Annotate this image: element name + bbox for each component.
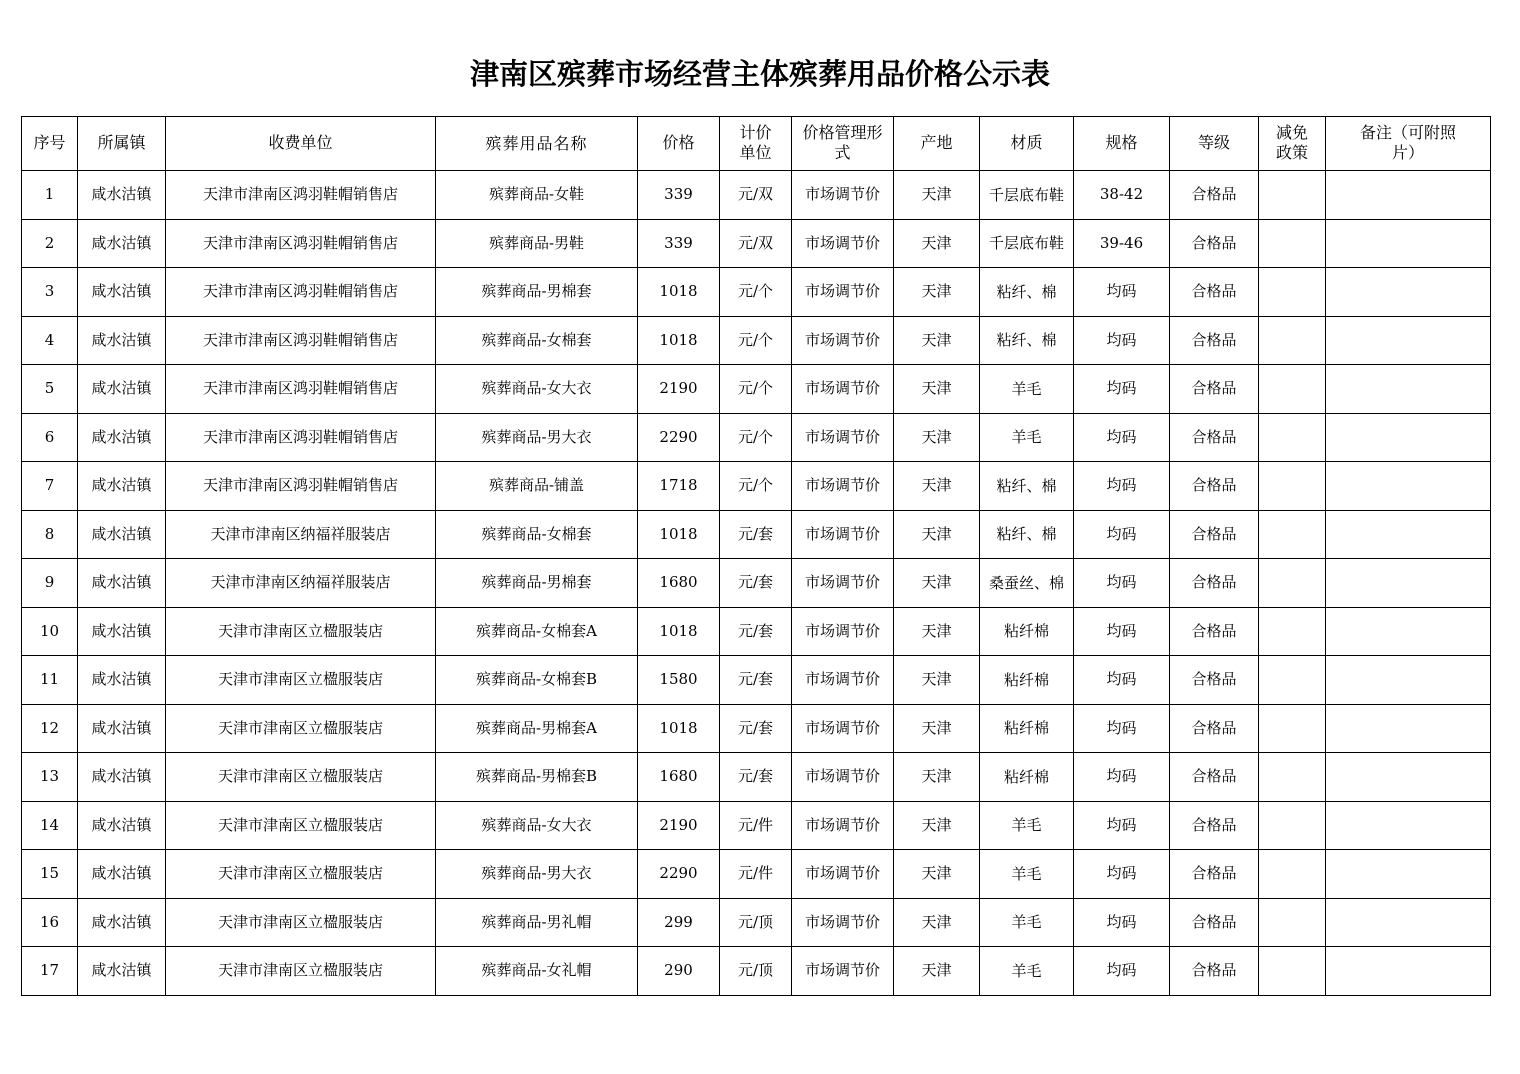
cell-origin: 天津 bbox=[894, 365, 980, 414]
cell-remarks bbox=[1326, 559, 1491, 608]
cell-spec: 均码 bbox=[1074, 559, 1170, 608]
cell-origin: 天津 bbox=[894, 510, 980, 559]
cell-material bbox=[980, 801, 1074, 850]
cell-unit-name: 天津市津南区纳福祥服装店 bbox=[166, 559, 436, 608]
cell-product: 殡葬商品-女礼帽 bbox=[436, 947, 638, 996]
table-row bbox=[22, 171, 1491, 220]
cell-remarks bbox=[1326, 171, 1491, 220]
cell-material-text: 粘纤棉 bbox=[1003, 622, 1049, 641]
cell-price-mgmt: 市场调节价 bbox=[792, 656, 894, 705]
table-row bbox=[22, 316, 1491, 365]
cell-price-mgmt: 市场调节价 bbox=[792, 462, 894, 511]
cell-pricing-unit: 元/个 bbox=[720, 268, 792, 317]
header-origin: 产地 bbox=[894, 117, 980, 171]
cell-remarks bbox=[1326, 219, 1491, 268]
cell-spec: 均码 bbox=[1074, 656, 1170, 705]
cell-price-mgmt: 市场调节价 bbox=[792, 316, 894, 365]
table-row bbox=[22, 656, 1491, 705]
cell-product: 殡葬商品-男礼帽 bbox=[436, 898, 638, 947]
cell-spec: 均码 bbox=[1074, 898, 1170, 947]
cell-grade: 合格品 bbox=[1170, 753, 1259, 802]
price-table bbox=[21, 116, 1491, 996]
cell-material bbox=[980, 462, 1074, 511]
cell-seq: 12 bbox=[22, 704, 78, 753]
header-price: 价格 bbox=[638, 117, 720, 171]
cell-price: 339 bbox=[638, 219, 720, 268]
cell-unit-name: 天津市津南区立楹服装店 bbox=[166, 947, 436, 996]
cell-seq: 17 bbox=[22, 947, 78, 996]
cell-town: 咸水沽镇 bbox=[78, 219, 166, 268]
cell-origin: 天津 bbox=[894, 171, 980, 220]
cell-policy bbox=[1259, 753, 1326, 802]
cell-origin: 天津 bbox=[894, 413, 980, 462]
cell-material bbox=[980, 850, 1074, 899]
cell-grade: 合格品 bbox=[1170, 898, 1259, 947]
cell-policy bbox=[1259, 898, 1326, 947]
cell-policy bbox=[1259, 365, 1326, 414]
cell-remarks bbox=[1326, 268, 1491, 317]
cell-remarks bbox=[1326, 365, 1491, 414]
cell-pricing-unit: 元/顶 bbox=[720, 898, 792, 947]
cell-product: 殡葬商品-女棉套A bbox=[436, 607, 638, 656]
table-header-row bbox=[22, 117, 1491, 171]
cell-product: 殡葬商品-女棉套 bbox=[436, 510, 638, 559]
cell-origin: 天津 bbox=[894, 462, 980, 511]
cell-remarks bbox=[1326, 801, 1491, 850]
table-row bbox=[22, 365, 1491, 414]
cell-seq: 4 bbox=[22, 316, 78, 365]
cell-price: 2290 bbox=[638, 413, 720, 462]
cell-unit-name: 天津市津南区鸿羽鞋帽销售店 bbox=[166, 268, 436, 317]
cell-town: 咸水沽镇 bbox=[78, 850, 166, 899]
cell-material bbox=[980, 947, 1074, 996]
table-row bbox=[22, 559, 1491, 608]
table-row bbox=[22, 898, 1491, 947]
cell-policy bbox=[1259, 510, 1326, 559]
cell-unit-name: 天津市津南区立楹服装店 bbox=[166, 801, 436, 850]
header-policy-label: 减免政策 bbox=[1275, 124, 1308, 162]
cell-policy bbox=[1259, 801, 1326, 850]
cell-material-text: 羊毛 bbox=[1011, 913, 1042, 932]
cell-product: 殡葬商品-男鞋 bbox=[436, 219, 638, 268]
header-pricing-unit-label: 计价单位 bbox=[739, 124, 772, 162]
cell-price: 2190 bbox=[638, 365, 720, 414]
header-price-mgmt bbox=[792, 117, 894, 171]
cell-grade: 合格品 bbox=[1170, 607, 1259, 656]
cell-spec: 均码 bbox=[1074, 850, 1170, 899]
cell-price: 2190 bbox=[638, 801, 720, 850]
cell-material-text: 粘纤、棉 bbox=[996, 476, 1057, 495]
cell-origin: 天津 bbox=[894, 947, 980, 996]
cell-spec: 均码 bbox=[1074, 947, 1170, 996]
cell-material-text: 羊毛 bbox=[1011, 864, 1042, 883]
cell-price: 1018 bbox=[638, 607, 720, 656]
cell-policy bbox=[1259, 704, 1326, 753]
cell-origin: 天津 bbox=[894, 559, 980, 608]
cell-price-mgmt: 市场调节价 bbox=[792, 607, 894, 656]
cell-price: 1680 bbox=[638, 753, 720, 802]
cell-grade: 合格品 bbox=[1170, 268, 1259, 317]
cell-price: 299 bbox=[638, 898, 720, 947]
cell-policy bbox=[1259, 656, 1326, 705]
cell-unit-name: 天津市津南区立楹服装店 bbox=[166, 753, 436, 802]
cell-origin: 天津 bbox=[894, 607, 980, 656]
cell-unit-name: 天津市津南区鸿羽鞋帽销售店 bbox=[166, 171, 436, 220]
cell-town: 咸水沽镇 bbox=[78, 656, 166, 705]
cell-price: 2290 bbox=[638, 850, 720, 899]
cell-product: 殡葬商品-女鞋 bbox=[436, 171, 638, 220]
cell-pricing-unit: 元/个 bbox=[720, 316, 792, 365]
cell-product: 殡葬商品-男棉套 bbox=[436, 559, 638, 608]
cell-seq: 14 bbox=[22, 801, 78, 850]
cell-remarks bbox=[1326, 316, 1491, 365]
cell-material-text: 粘纤、棉 bbox=[996, 525, 1057, 544]
cell-price-mgmt: 市场调节价 bbox=[792, 704, 894, 753]
cell-grade: 合格品 bbox=[1170, 219, 1259, 268]
cell-town: 咸水沽镇 bbox=[78, 413, 166, 462]
cell-grade: 合格品 bbox=[1170, 171, 1259, 220]
cell-pricing-unit: 元/件 bbox=[720, 801, 792, 850]
cell-grade: 合格品 bbox=[1170, 316, 1259, 365]
cell-origin: 天津 bbox=[894, 753, 980, 802]
cell-price-mgmt: 市场调节价 bbox=[792, 171, 894, 220]
cell-seq: 7 bbox=[22, 462, 78, 511]
header-seq: 序号 bbox=[22, 117, 78, 171]
cell-material-text: 粘纤棉 bbox=[1003, 670, 1049, 689]
cell-price-mgmt: 市场调节价 bbox=[792, 268, 894, 317]
header-grade: 等级 bbox=[1170, 117, 1259, 171]
cell-price: 339 bbox=[638, 171, 720, 220]
cell-price: 1018 bbox=[638, 510, 720, 559]
cell-grade: 合格品 bbox=[1170, 559, 1259, 608]
cell-material bbox=[980, 316, 1074, 365]
cell-price: 1018 bbox=[638, 704, 720, 753]
cell-pricing-unit: 元/顶 bbox=[720, 947, 792, 996]
header-product: 殡葬用品名称 bbox=[436, 117, 638, 171]
cell-material bbox=[980, 607, 1074, 656]
cell-grade: 合格品 bbox=[1170, 413, 1259, 462]
cell-unit-name: 天津市津南区鸿羽鞋帽销售店 bbox=[166, 316, 436, 365]
cell-seq: 5 bbox=[22, 365, 78, 414]
cell-product: 殡葬商品-男棉套B bbox=[436, 753, 638, 802]
header-remarks-label: 备注（可附照片） bbox=[1359, 124, 1456, 162]
cell-material-text: 羊毛 bbox=[1011, 428, 1042, 447]
cell-remarks bbox=[1326, 462, 1491, 511]
cell-price-mgmt: 市场调节价 bbox=[792, 413, 894, 462]
cell-seq: 10 bbox=[22, 607, 78, 656]
table-row bbox=[22, 801, 1491, 850]
cell-product: 殡葬商品-女大衣 bbox=[436, 365, 638, 414]
cell-grade: 合格品 bbox=[1170, 656, 1259, 705]
cell-remarks bbox=[1326, 413, 1491, 462]
cell-unit-name: 天津市津南区鸿羽鞋帽销售店 bbox=[166, 462, 436, 511]
cell-material bbox=[980, 171, 1074, 220]
cell-price: 1580 bbox=[638, 656, 720, 705]
cell-price-mgmt: 市场调节价 bbox=[792, 559, 894, 608]
cell-policy bbox=[1259, 947, 1326, 996]
cell-town: 咸水沽镇 bbox=[78, 801, 166, 850]
cell-town: 咸水沽镇 bbox=[78, 462, 166, 511]
cell-unit-name: 天津市津南区鸿羽鞋帽销售店 bbox=[166, 219, 436, 268]
cell-remarks bbox=[1326, 753, 1491, 802]
cell-unit-name: 天津市津南区鸿羽鞋帽销售店 bbox=[166, 365, 436, 414]
header-pricing-unit bbox=[720, 117, 792, 171]
cell-unit-name: 天津市津南区立楹服装店 bbox=[166, 607, 436, 656]
cell-spec: 均码 bbox=[1074, 268, 1170, 317]
header-town: 所属镇 bbox=[78, 117, 166, 171]
cell-town: 咸水沽镇 bbox=[78, 607, 166, 656]
cell-spec: 38-42 bbox=[1074, 171, 1170, 220]
cell-seq: 8 bbox=[22, 510, 78, 559]
cell-grade: 合格品 bbox=[1170, 850, 1259, 899]
cell-spec: 均码 bbox=[1074, 413, 1170, 462]
cell-material-text: 粘纤棉 bbox=[1003, 767, 1049, 786]
cell-policy bbox=[1259, 462, 1326, 511]
cell-town: 咸水沽镇 bbox=[78, 510, 166, 559]
cell-price: 1018 bbox=[638, 316, 720, 365]
cell-town: 咸水沽镇 bbox=[78, 559, 166, 608]
cell-spec: 均码 bbox=[1074, 462, 1170, 511]
cell-material bbox=[980, 559, 1074, 608]
cell-seq: 1 bbox=[22, 171, 78, 220]
cell-material-text: 粘纤棉 bbox=[1003, 719, 1049, 738]
table-row bbox=[22, 753, 1491, 802]
cell-spec: 均码 bbox=[1074, 801, 1170, 850]
cell-pricing-unit: 元/套 bbox=[720, 510, 792, 559]
cell-remarks bbox=[1326, 510, 1491, 559]
cell-spec: 均码 bbox=[1074, 510, 1170, 559]
cell-material bbox=[980, 413, 1074, 462]
cell-grade: 合格品 bbox=[1170, 462, 1259, 511]
cell-material-text: 粘纤、棉 bbox=[996, 331, 1057, 350]
cell-spec: 均码 bbox=[1074, 753, 1170, 802]
cell-pricing-unit: 元/套 bbox=[720, 559, 792, 608]
cell-pricing-unit: 元/个 bbox=[720, 365, 792, 414]
cell-material-text: 千层底布鞋 bbox=[988, 185, 1064, 204]
cell-origin: 天津 bbox=[894, 801, 980, 850]
page-title: 津南区殡葬市场经营主体殡葬用品价格公示表 bbox=[469, 57, 1050, 91]
cell-pricing-unit: 元/套 bbox=[720, 607, 792, 656]
cell-origin: 天津 bbox=[894, 850, 980, 899]
cell-price: 290 bbox=[638, 947, 720, 996]
cell-material bbox=[980, 656, 1074, 705]
cell-spec: 均码 bbox=[1074, 704, 1170, 753]
cell-product: 殡葬商品-女棉套 bbox=[436, 316, 638, 365]
cell-material-text: 羊毛 bbox=[1011, 379, 1042, 398]
cell-policy bbox=[1259, 607, 1326, 656]
table-body bbox=[22, 171, 1491, 996]
table-row bbox=[22, 413, 1491, 462]
cell-seq: 2 bbox=[22, 219, 78, 268]
cell-spec: 均码 bbox=[1074, 316, 1170, 365]
cell-policy bbox=[1259, 316, 1326, 365]
cell-spec: 39-46 bbox=[1074, 219, 1170, 268]
header-remarks bbox=[1326, 117, 1491, 171]
cell-material-text: 粘纤、棉 bbox=[996, 282, 1057, 301]
cell-material bbox=[980, 219, 1074, 268]
table-row bbox=[22, 510, 1491, 559]
cell-pricing-unit: 元/双 bbox=[720, 219, 792, 268]
table-row bbox=[22, 704, 1491, 753]
cell-price-mgmt: 市场调节价 bbox=[792, 898, 894, 947]
cell-price: 1680 bbox=[638, 559, 720, 608]
cell-pricing-unit: 元/个 bbox=[720, 462, 792, 511]
cell-unit-name: 天津市津南区鸿羽鞋帽销售店 bbox=[166, 413, 436, 462]
cell-product: 殡葬商品-男棉套 bbox=[436, 268, 638, 317]
cell-price-mgmt: 市场调节价 bbox=[792, 510, 894, 559]
cell-grade: 合格品 bbox=[1170, 510, 1259, 559]
cell-remarks bbox=[1326, 947, 1491, 996]
cell-pricing-unit: 元/套 bbox=[720, 656, 792, 705]
cell-town: 咸水沽镇 bbox=[78, 753, 166, 802]
cell-unit-name: 天津市津南区立楹服装店 bbox=[166, 850, 436, 899]
cell-price-mgmt: 市场调节价 bbox=[792, 801, 894, 850]
cell-policy bbox=[1259, 171, 1326, 220]
cell-seq: 9 bbox=[22, 559, 78, 608]
cell-town: 咸水沽镇 bbox=[78, 898, 166, 947]
cell-unit-name: 天津市津南区纳福祥服装店 bbox=[166, 510, 436, 559]
cell-material-text: 羊毛 bbox=[1011, 961, 1042, 980]
cell-price: 1018 bbox=[638, 268, 720, 317]
cell-policy bbox=[1259, 559, 1326, 608]
cell-material bbox=[980, 898, 1074, 947]
cell-town: 咸水沽镇 bbox=[78, 947, 166, 996]
cell-price: 1718 bbox=[638, 462, 720, 511]
header-unit-name: 收费单位 bbox=[166, 117, 436, 171]
cell-seq: 16 bbox=[22, 898, 78, 947]
cell-pricing-unit: 元/个 bbox=[720, 413, 792, 462]
cell-seq: 6 bbox=[22, 413, 78, 462]
cell-spec: 均码 bbox=[1074, 607, 1170, 656]
cell-policy bbox=[1259, 219, 1326, 268]
cell-material-text: 桑蚕丝、棉 bbox=[988, 573, 1064, 592]
cell-price-mgmt: 市场调节价 bbox=[792, 753, 894, 802]
cell-material bbox=[980, 704, 1074, 753]
cell-grade: 合格品 bbox=[1170, 947, 1259, 996]
cell-seq: 13 bbox=[22, 753, 78, 802]
cell-material bbox=[980, 365, 1074, 414]
cell-origin: 天津 bbox=[894, 898, 980, 947]
table-row bbox=[22, 607, 1491, 656]
cell-price-mgmt: 市场调节价 bbox=[792, 947, 894, 996]
cell-pricing-unit: 元/双 bbox=[720, 171, 792, 220]
cell-unit-name: 天津市津南区立楹服装店 bbox=[166, 704, 436, 753]
cell-remarks bbox=[1326, 656, 1491, 705]
header-policy bbox=[1259, 117, 1326, 171]
table-row bbox=[22, 219, 1491, 268]
header-material: 材质 bbox=[980, 117, 1074, 171]
cell-price-mgmt: 市场调节价 bbox=[792, 850, 894, 899]
cell-remarks bbox=[1326, 607, 1491, 656]
cell-product: 殡葬商品-男大衣 bbox=[436, 850, 638, 899]
cell-policy bbox=[1259, 413, 1326, 462]
cell-product: 殡葬商品-男棉套A bbox=[436, 704, 638, 753]
cell-seq: 3 bbox=[22, 268, 78, 317]
cell-remarks bbox=[1326, 704, 1491, 753]
cell-unit-name: 天津市津南区立楹服装店 bbox=[166, 656, 436, 705]
cell-grade: 合格品 bbox=[1170, 365, 1259, 414]
cell-material-text: 千层底布鞋 bbox=[988, 234, 1064, 253]
cell-price-mgmt: 市场调节价 bbox=[792, 365, 894, 414]
cell-town: 咸水沽镇 bbox=[78, 171, 166, 220]
cell-price-mgmt: 市场调节价 bbox=[792, 219, 894, 268]
cell-product: 殡葬商品-女大衣 bbox=[436, 801, 638, 850]
cell-origin: 天津 bbox=[894, 656, 980, 705]
cell-product: 殡葬商品-铺盖 bbox=[436, 462, 638, 511]
cell-town: 咸水沽镇 bbox=[78, 316, 166, 365]
cell-seq: 15 bbox=[22, 850, 78, 899]
cell-town: 咸水沽镇 bbox=[78, 268, 166, 317]
cell-product: 殡葬商品-男大衣 bbox=[436, 413, 638, 462]
table-row bbox=[22, 850, 1491, 899]
cell-material-text: 羊毛 bbox=[1011, 816, 1042, 835]
cell-grade: 合格品 bbox=[1170, 704, 1259, 753]
cell-material bbox=[980, 510, 1074, 559]
cell-origin: 天津 bbox=[894, 316, 980, 365]
cell-material bbox=[980, 753, 1074, 802]
cell-grade: 合格品 bbox=[1170, 801, 1259, 850]
cell-origin: 天津 bbox=[894, 219, 980, 268]
header-spec: 规格 bbox=[1074, 117, 1170, 171]
cell-remarks bbox=[1326, 850, 1491, 899]
cell-pricing-unit: 元/件 bbox=[720, 850, 792, 899]
table-row bbox=[22, 462, 1491, 511]
cell-policy bbox=[1259, 850, 1326, 899]
cell-material bbox=[980, 268, 1074, 317]
cell-remarks bbox=[1326, 898, 1491, 947]
cell-pricing-unit: 元/套 bbox=[720, 753, 792, 802]
table-row bbox=[22, 947, 1491, 996]
table-row bbox=[22, 268, 1491, 317]
cell-policy bbox=[1259, 268, 1326, 317]
cell-origin: 天津 bbox=[894, 268, 980, 317]
cell-pricing-unit: 元/套 bbox=[720, 704, 792, 753]
cell-origin: 天津 bbox=[894, 704, 980, 753]
cell-seq: 11 bbox=[22, 656, 78, 705]
cell-unit-name: 天津市津南区立楹服装店 bbox=[166, 898, 436, 947]
cell-spec: 均码 bbox=[1074, 365, 1170, 414]
cell-product: 殡葬商品-女棉套B bbox=[436, 656, 638, 705]
header-price-mgmt-label: 价格管理形式 bbox=[802, 124, 883, 162]
cell-town: 咸水沽镇 bbox=[78, 365, 166, 414]
cell-town: 咸水沽镇 bbox=[78, 704, 166, 753]
